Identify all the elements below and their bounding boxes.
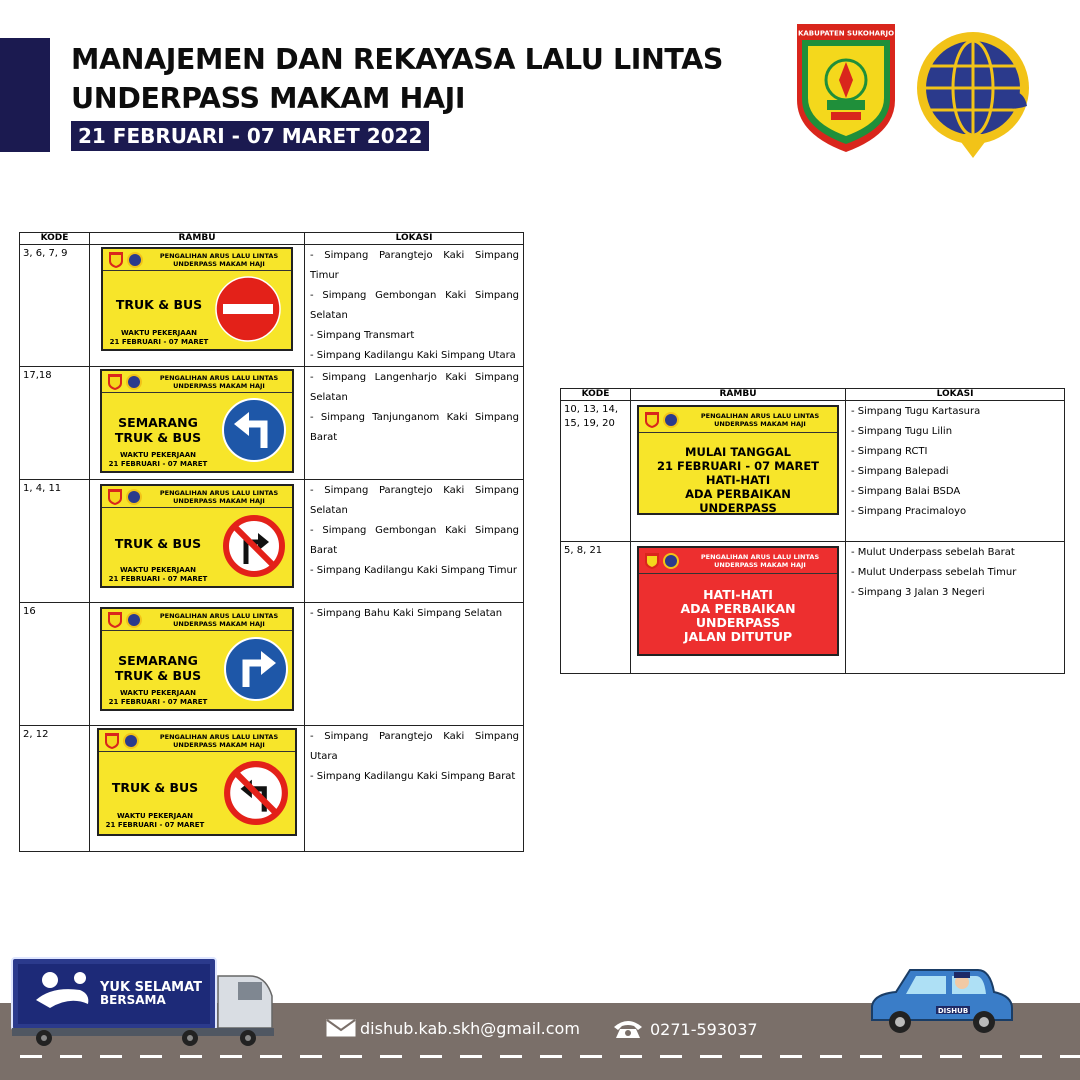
turn-right-arrow-icon <box>224 637 288 701</box>
waktu-label: WAKTU PEKERJAAN <box>120 689 196 697</box>
road-dash <box>340 1055 362 1058</box>
sign-line: HATI-HATI <box>703 587 773 602</box>
turn-left-arrow-icon <box>222 398 286 462</box>
road-dash <box>740 1055 762 1058</box>
waktu-label: WAKTU PEKERJAAN <box>117 812 193 820</box>
lokasi-item: - Simpang Tugu Kartasura <box>851 406 981 417</box>
rambu-cell <box>90 726 305 852</box>
lokasi-item: - Simpang Langenharjo Kaki Simpang Selatan <box>310 372 519 403</box>
road-dash <box>620 1055 642 1058</box>
left-signs-table <box>19 232 524 852</box>
lokasi-item: - Simpang Tugu Lilin <box>851 426 953 437</box>
dishub-car-illustration <box>866 962 1016 1038</box>
sign-main-text: TRUK & BUS <box>111 780 199 795</box>
header-lokasi: LOKASI <box>305 233 524 245</box>
road-dash <box>220 1055 242 1058</box>
road-dash <box>660 1055 682 1058</box>
sign-header-text: PENGALIHAN ARUS LALU LINTAS UNDERPASS MAKAM HAJI <box>159 252 279 268</box>
phone-text: 0271-593037 <box>650 1020 758 1039</box>
sign-line: HATI-HATI <box>705 473 771 487</box>
sign-logos-icon <box>643 411 683 429</box>
road-dash <box>20 1055 42 1058</box>
road-dash <box>540 1055 562 1058</box>
sign-header <box>102 486 292 508</box>
lokasi-cell <box>305 367 524 480</box>
sign-header-text: PENGALIHAN ARUS LALU LINTAS UNDERPASS MAKAM HAJI <box>159 374 279 390</box>
dishub-logo <box>915 22 1035 160</box>
sign-logos-icon <box>107 251 147 269</box>
rambu-cell <box>631 401 846 542</box>
sign-footer <box>108 566 208 584</box>
traffic-sign <box>100 607 294 711</box>
sign-logos-icon <box>106 373 146 391</box>
traffic-sign <box>637 405 839 515</box>
traffic-sign <box>100 369 294 473</box>
slogan-line-1: YUK SELAMAT <box>100 980 203 995</box>
lokasi-item: - Simpang Balai BSDA <box>851 486 961 497</box>
table-header-row <box>20 233 524 245</box>
lokasi-item: - Simpang Kadilangu Kaki Simpang Barat <box>310 771 516 782</box>
lokasi-item: - Mulut Underpass sebelah Barat <box>851 547 1015 558</box>
road-dash <box>380 1055 402 1058</box>
sign-main-text <box>645 588 831 644</box>
road-dash <box>940 1055 962 1058</box>
kode-cell: 17,18 <box>20 367 90 480</box>
sign-line: JALAN DITUTUP <box>683 629 793 644</box>
right-signs-table <box>560 388 1065 674</box>
sign-header <box>639 548 837 574</box>
contact-email <box>326 1019 580 1038</box>
truck-illustration <box>10 956 280 1046</box>
lokasi-item: - Simpang Kadilangu Kaki Simpang Utara <box>310 350 516 361</box>
lokasi-item: - Simpang 3 Jalan 3 Negeri <box>851 587 985 598</box>
sign-logos-icon <box>106 488 146 506</box>
kode-cell: 10, 13, 14, 15, 19, 20 <box>561 401 631 542</box>
sign-main-text: TRUK & BUS <box>114 536 202 551</box>
sign-header <box>99 730 295 752</box>
road-dash <box>700 1055 722 1058</box>
header-lokasi: LOKASI <box>846 389 1065 401</box>
envelope-icon <box>326 1019 356 1037</box>
logo-kab-text: KABUPATEN SUKOHARJO <box>797 29 895 38</box>
sign-main-text: SEMARANG TRUK & BUS <box>114 415 202 445</box>
table-header-row <box>561 389 1065 401</box>
kode-cell: 2, 12 <box>20 726 90 852</box>
lokasi-cell <box>305 245 524 367</box>
sign-main-text: TRUK & BUS <box>115 297 203 312</box>
sign-header <box>639 407 837 433</box>
title-line-1: MANAJEMEN DAN REKAYASA LALU LINTAS <box>71 43 724 76</box>
sign-line: ADA PERBAIKAN UNDERPASS <box>685 487 791 515</box>
contact-phone <box>612 1019 758 1039</box>
lokasi-item: - Simpang Bahu Kaki Simpang Selatan <box>310 608 503 619</box>
sign-footer <box>108 689 208 707</box>
table-row <box>20 367 524 480</box>
road-dash <box>60 1055 82 1058</box>
road-dash <box>460 1055 482 1058</box>
lokasi-cell <box>305 480 524 603</box>
no-entry-sign-icon <box>215 276 281 342</box>
road-dash <box>1020 1055 1042 1058</box>
road-dash <box>1060 1055 1080 1058</box>
no-left-turn-icon <box>223 760 289 826</box>
sign-footer <box>105 812 205 830</box>
no-right-turn-icon <box>222 514 286 578</box>
kode-cell: 3, 6, 7, 9 <box>20 245 90 367</box>
road-dash <box>420 1055 442 1058</box>
road-dash <box>580 1055 602 1058</box>
sign-logos-icon <box>643 552 683 570</box>
telephone-icon <box>612 1019 644 1039</box>
lokasi-item: - Simpang Parangtejo Kaki Simpang Timur <box>310 250 519 281</box>
header-kode: KODE <box>561 389 631 401</box>
lokasi-cell <box>305 726 524 852</box>
rambu-cell <box>631 542 846 674</box>
car-label: DISHUB <box>937 1007 969 1015</box>
waktu-value: 21 FEBRUARI - 07 MARET <box>105 821 205 829</box>
table-row <box>561 401 1065 542</box>
waktu-label: WAKTU PEKERJAAN <box>120 566 196 574</box>
header-kode: KODE <box>20 233 90 245</box>
sign-line: MULAI TANGGAL <box>685 445 791 459</box>
title-accent-bar <box>0 38 50 152</box>
rambu-cell <box>90 245 305 367</box>
title-line-2: UNDERPASS MAKAM HAJI <box>71 82 466 115</box>
lokasi-item: - Simpang Parangtejo Kaki Simpang Selatan <box>310 485 519 516</box>
road-dash <box>300 1055 322 1058</box>
kode-cell: 1, 4, 11 <box>20 480 90 603</box>
lokasi-item: - Simpang Gembongan Kaki Simpang Selatan <box>310 290 519 321</box>
road-dash <box>900 1055 922 1058</box>
slogan-line-2: BERSAMA <box>100 993 166 1007</box>
sign-footer <box>109 329 209 347</box>
lokasi-item: - Simpang Pracimaloyo <box>851 506 967 517</box>
waktu-value: 21 FEBRUARI - 07 MARET <box>108 460 208 468</box>
kode-cell: 5, 8, 21 <box>561 542 631 674</box>
table-row <box>20 245 524 367</box>
sign-header-text: PENGALIHAN ARUS LALU LINTAS UNDERPASS MAKAM HAJI <box>700 553 820 569</box>
sign-line: ADA PERBAIKAN <box>680 601 796 616</box>
traffic-sign <box>97 728 297 836</box>
table-row <box>20 726 524 852</box>
rambu-cell <box>90 480 305 603</box>
lokasi-item: - Simpang Tanjunganom Kaki Simpang Barat <box>310 412 519 443</box>
sign-header <box>102 371 292 393</box>
waktu-label: WAKTU PEKERJAAN <box>121 329 197 337</box>
road-dash <box>980 1055 1002 1058</box>
lokasi-cell <box>305 603 524 726</box>
road-dash <box>500 1055 522 1058</box>
road-dash <box>780 1055 802 1058</box>
rambu-cell <box>90 603 305 726</box>
sign-logos-icon <box>106 611 146 629</box>
road-dash <box>820 1055 842 1058</box>
table-row <box>561 542 1065 674</box>
email-text: dishub.kab.skh@gmail.com <box>360 1019 580 1038</box>
road-dash <box>180 1055 202 1058</box>
sign-main-text <box>645 445 831 515</box>
sign-header-text: PENGALIHAN ARUS LALU LINTAS UNDERPASS MAKAM HAJI <box>159 733 279 749</box>
header-rambu: RAMBU <box>90 233 305 245</box>
kabupaten-sukoharjo-logo <box>795 22 897 154</box>
lokasi-item: - Simpang Kadilangu Kaki Simpang Timur <box>310 565 517 576</box>
sign-line: UNDERPASS <box>695 615 781 630</box>
road-dash <box>260 1055 282 1058</box>
lokasi-cell <box>846 542 1065 674</box>
waktu-value: 21 FEBRUARI - 07 MARET <box>108 698 208 706</box>
kode-cell: 16 <box>20 603 90 726</box>
sign-logos-icon <box>103 732 143 750</box>
table-row <box>20 480 524 603</box>
sign-header <box>103 249 291 271</box>
table-row <box>20 603 524 726</box>
sign-header-text: PENGALIHAN ARUS LALU LINTAS UNDERPASS MAKAM HAJI <box>700 412 820 428</box>
waktu-value: 21 FEBRUARI - 07 MARET <box>109 338 209 346</box>
lokasi-item: - Mulut Underpass sebelah Timur <box>851 567 1017 578</box>
sign-header <box>102 609 292 631</box>
sign-header-text: PENGALIHAN ARUS LALU LINTAS UNDERPASS MAKAM HAJI <box>159 612 279 628</box>
waktu-label: WAKTU PEKERJAAN <box>120 451 196 459</box>
date-badge: 21 FEBRUARI - 07 MARET 2022 <box>71 121 429 151</box>
road-dash <box>100 1055 122 1058</box>
traffic-sign <box>101 247 293 351</box>
sign-line: 21 FEBRUARI - 07 MARET <box>656 459 820 473</box>
sign-header-text: PENGALIHAN ARUS LALU LINTAS UNDERPASS MAKAM HAJI <box>159 489 279 505</box>
traffic-sign <box>637 546 839 656</box>
lokasi-item: - Simpang Parangtejo Kaki Simpang Utara <box>310 731 519 762</box>
lokasi-item: - Simpang RCTI <box>851 446 928 457</box>
waktu-value: 21 FEBRUARI - 07 MARET <box>108 575 208 583</box>
header-rambu: RAMBU <box>631 389 846 401</box>
page-title <box>71 40 723 118</box>
sign-footer <box>108 451 208 469</box>
lokasi-cell <box>846 401 1065 542</box>
road-dash <box>860 1055 882 1058</box>
lokasi-item: - Simpang Transmart <box>310 330 415 341</box>
road-dash <box>140 1055 162 1058</box>
rambu-cell <box>90 367 305 480</box>
traffic-sign <box>100 484 294 588</box>
lokasi-item: - Simpang Balepadi <box>851 466 949 477</box>
sign-main-text: SEMARANG TRUK & BUS <box>114 653 202 683</box>
lokasi-item: - Simpang Gembongan Kaki Simpang Barat <box>310 525 519 556</box>
